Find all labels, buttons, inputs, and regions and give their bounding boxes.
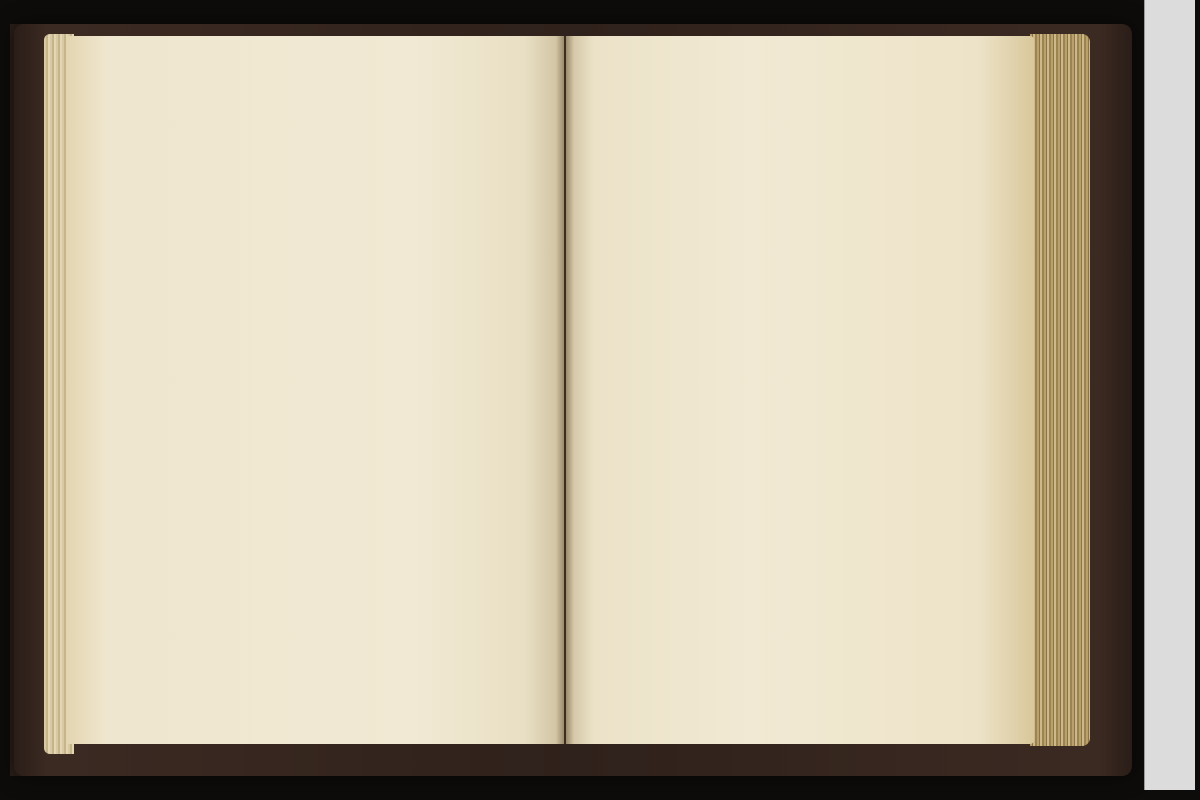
right-page-edges [1030,34,1090,746]
book-gutter [556,36,574,744]
left-page [66,36,564,744]
measuring-ruler [1144,0,1195,790]
right-page [566,36,1034,744]
